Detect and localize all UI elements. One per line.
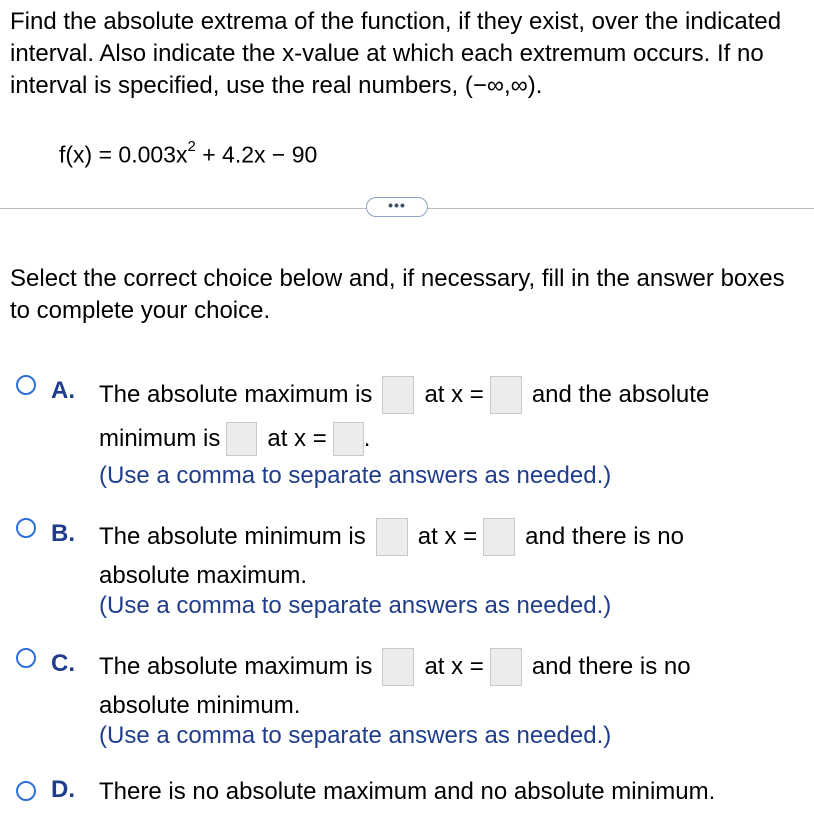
choice-b-text-2: at x = [417,523,478,550]
choice-a-text-3: and the absolute [531,381,710,408]
choice-b-line-2 [99,560,307,592]
choice-c-line-1 [99,647,691,687]
choice-b-text-3: and there is no [525,523,684,550]
choice-a-text-5: at x = [267,425,327,452]
minimum-x-input[interactable] [483,518,515,556]
absolute-maximum-input[interactable] [382,648,414,686]
choice-c-text-4: absolute minimum. [99,692,301,719]
formula-prefix: f(x) = 0.003x [59,141,188,168]
choice-a-text-6: . [363,425,371,452]
choice-d-line-1 [99,776,715,808]
maximum-x-input[interactable] [490,648,522,686]
absolute-minimum-input[interactable] [376,518,408,556]
choice-a-hint: (Use a comma to separate answers as needed.) [99,462,612,489]
absolute-minimum-input[interactable] [226,422,257,456]
function-formula [59,132,317,173]
formula-suffix: + 4.2x − 90 [195,141,318,168]
choice-c-letter: C. [51,650,75,677]
choice-a-text-4: minimum is [99,425,221,452]
choice-a-letter: A. [51,377,75,404]
choice-c-radio[interactable] [16,648,36,668]
minimum-x-input[interactable] [333,422,364,456]
choice-c-hint: (Use a comma to separate answers as needed.) [99,722,612,749]
choice-a-text-2: at x = [424,381,484,408]
choice-b-letter: B. [51,520,75,547]
choice-c-text-2: at x = [424,653,484,680]
choice-c-text-1: The absolute maximum is [99,653,373,680]
absolute-maximum-input[interactable] [382,376,414,414]
show-more-button[interactable]: ••• [366,197,428,217]
instruction-text: Select the correct choice below and, if necessary, fill in the answer boxes to complete your choice. [10,265,785,324]
question-text: Find the absolute extrema of the function, if they exist, over the indicated interval. Also indicate the x-value at which each extremum occurs. If no interval is specified, use the real numbers, (−∞,∞). [10,8,782,99]
choice-d-radio[interactable] [16,781,36,801]
maximum-x-input[interactable] [490,376,522,414]
choice-b-text-4: absolute maximum. [99,562,308,589]
choice-b-line-1 [99,517,684,557]
choice-b-text-1: The absolute minimum is [99,523,366,550]
choice-b-radio[interactable] [16,518,36,538]
choice-d-text: There is no absolute maximum and no absolute minimum. [99,778,716,805]
choice-c-line-2 [99,690,300,722]
choice-c-text-3: and there is no [531,653,691,680]
choice-b-hint: (Use a comma to separate answers as needed.) [99,592,612,619]
formula-exponent: 2 [187,138,196,155]
choice-a-radio[interactable] [16,375,36,395]
choice-d-letter: D. [51,776,75,803]
choice-a-line-2 [99,421,370,457]
choice-a-line-1 [99,375,709,415]
choice-a-text-1: The absolute maximum is [99,381,373,408]
